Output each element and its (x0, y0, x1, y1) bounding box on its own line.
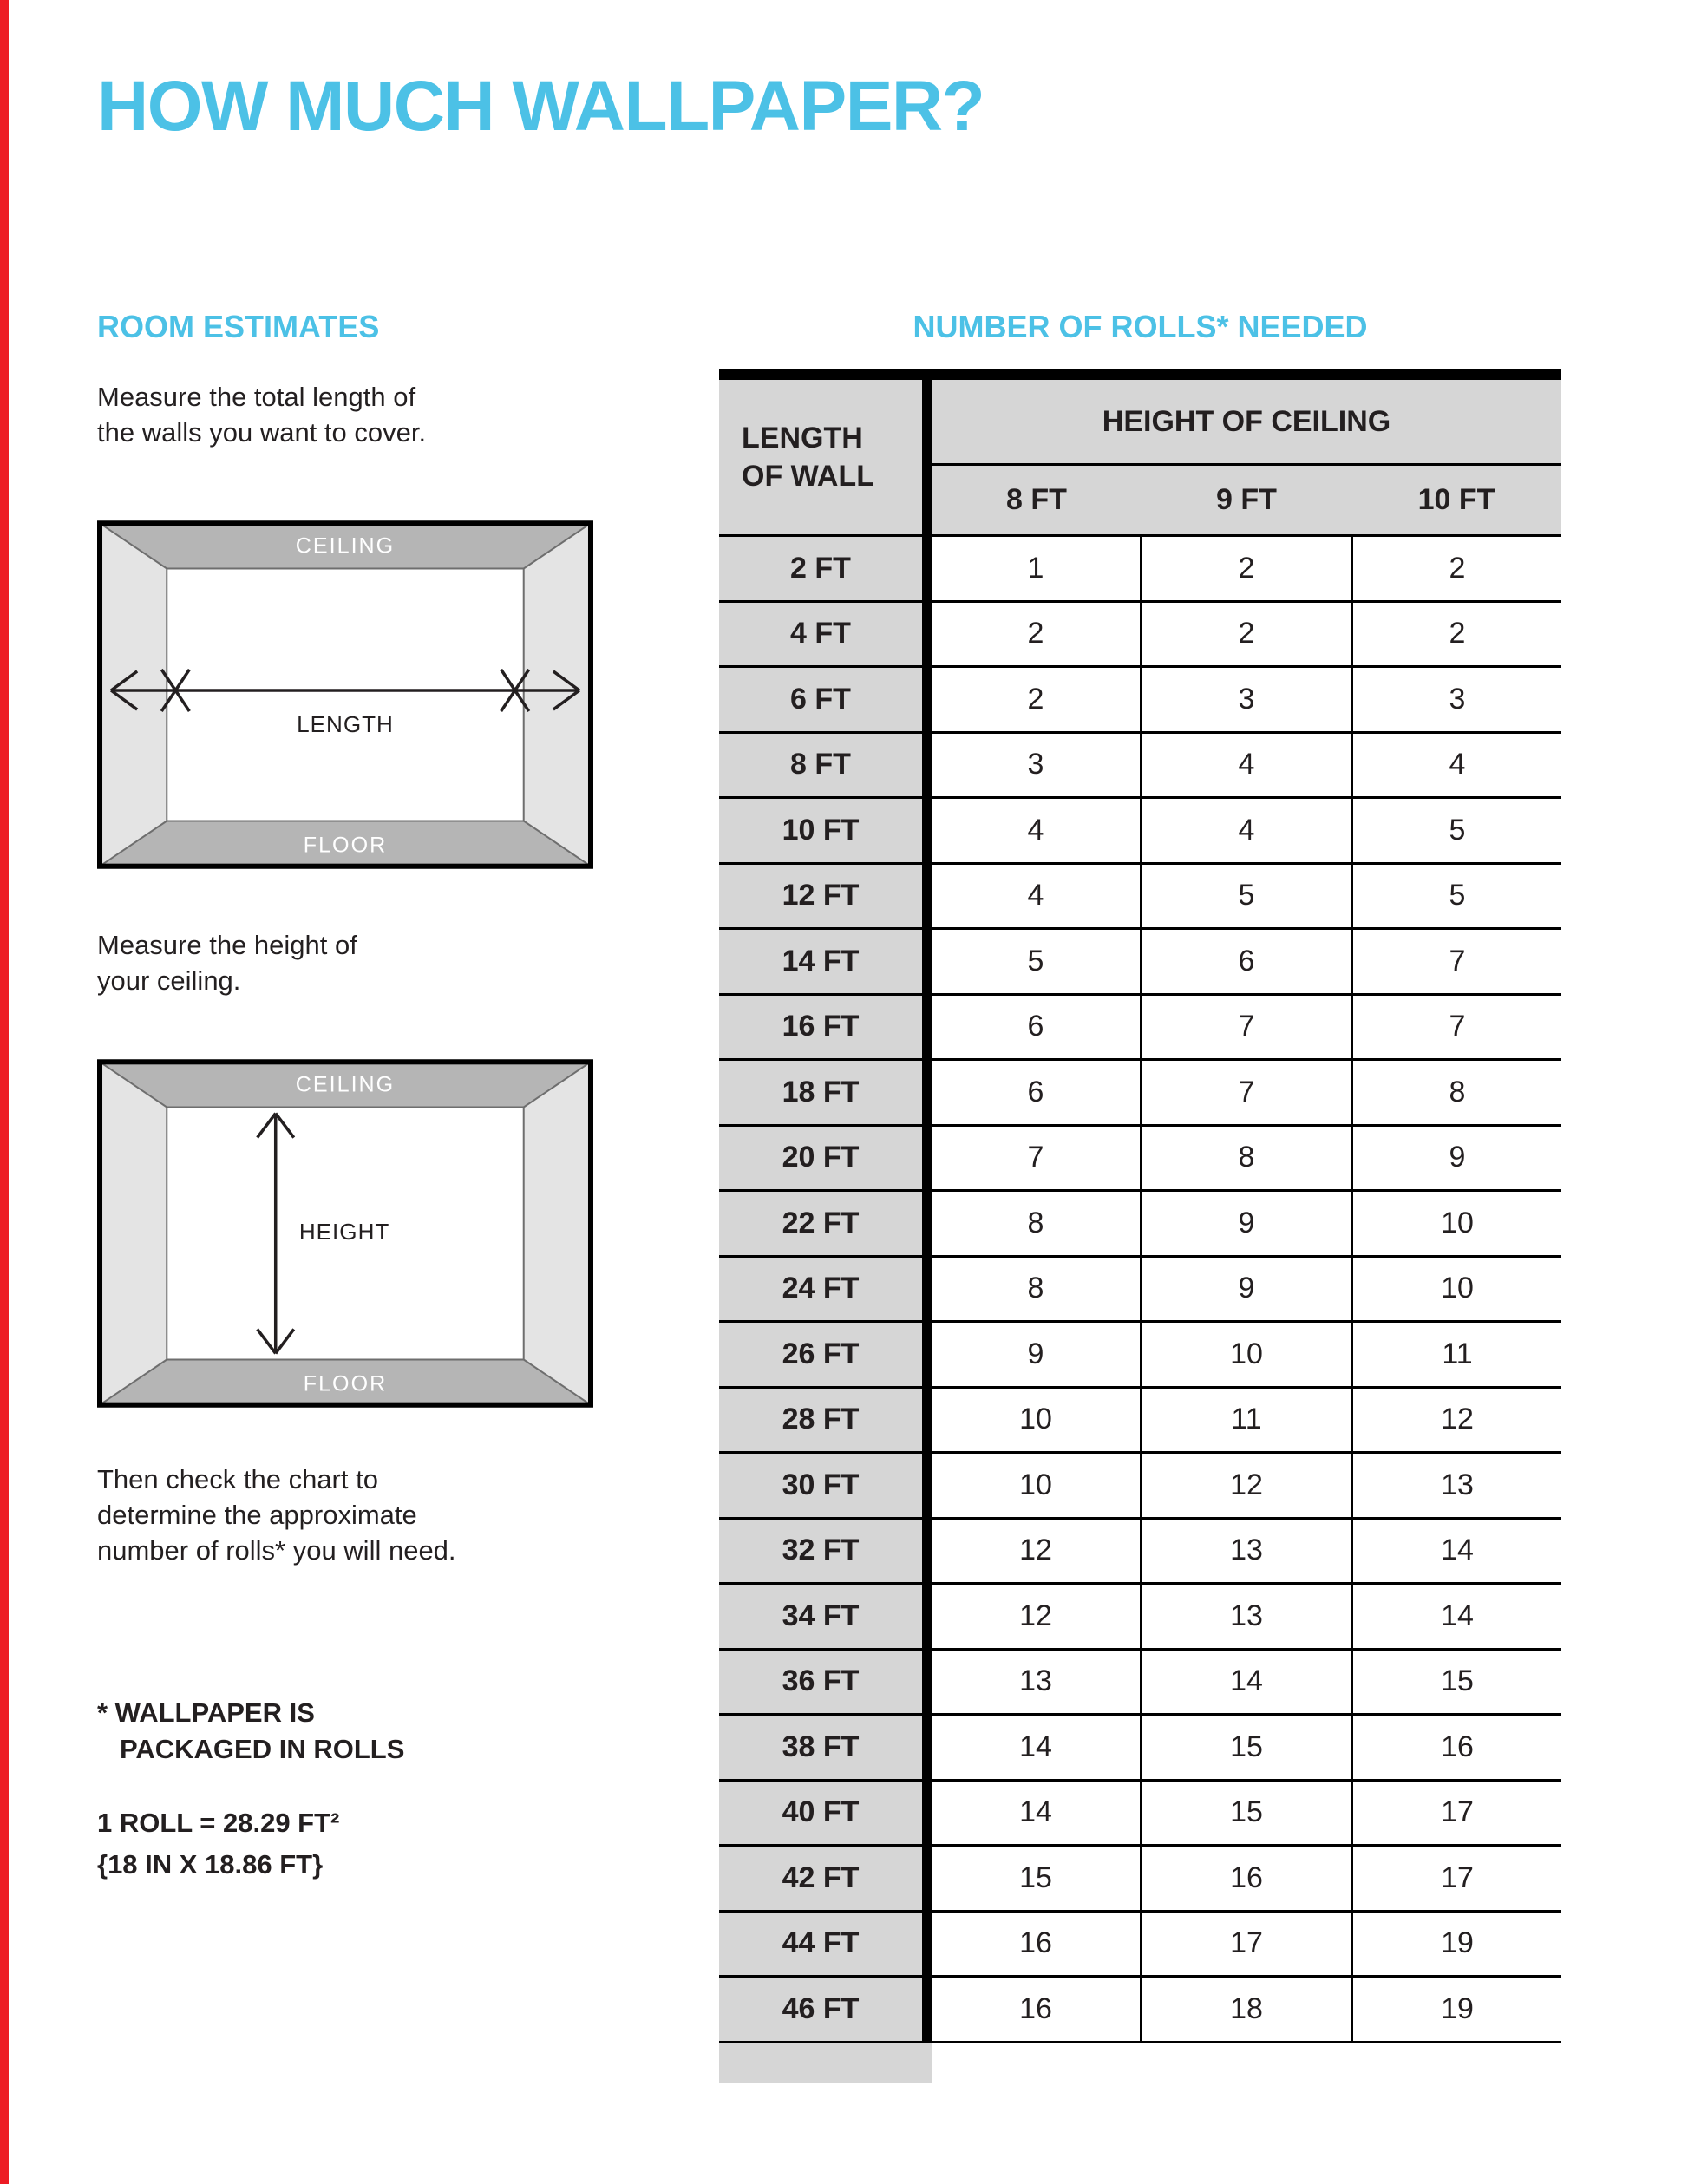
right-wall-face (524, 1059, 593, 1407)
row-length-label: 16 FT (719, 996, 932, 1059)
table-row (719, 796, 1561, 862)
row-roll-value: 2 (1351, 537, 1561, 600)
row-roll-value: 16 (1019, 1991, 1052, 2025)
row-roll-value: 4 (1027, 813, 1044, 847)
row-length-label: 6 FT (719, 668, 932, 731)
row-roll-value: 9 (1027, 1337, 1044, 1370)
height-of-ceiling-header: HEIGHT OF CEILING (932, 380, 1561, 466)
row-roll-value: 5 (1140, 865, 1351, 928)
row-roll-value: 12 (1019, 1599, 1052, 1632)
row-roll-value: 17 (1140, 1913, 1351, 1976)
table-row (719, 1386, 1561, 1452)
table-header (719, 380, 1561, 534)
rolls-footnote (97, 1695, 404, 1768)
length-label: LENGTH (297, 711, 394, 738)
row-length-label: 40 FT (719, 1782, 932, 1845)
row-roll-value: 17 (1351, 1782, 1561, 1845)
row-length-label: 2 FT (719, 537, 932, 600)
row-roll-value: 7 (1027, 1141, 1044, 1174)
table-row (719, 1648, 1561, 1714)
row-roll-value: 2 (1140, 603, 1351, 666)
row-roll-value: 12 (1019, 1533, 1052, 1567)
table-row (719, 1844, 1561, 1910)
table-row (719, 1451, 1561, 1517)
row-roll-value: 16 (1351, 1716, 1561, 1779)
number-of-rolls-heading: NUMBER OF ROLLS* NEEDED (913, 309, 1368, 344)
table-row (719, 1910, 1561, 1976)
length-diagram (97, 520, 593, 869)
column-header-8ft: 8 FT (1006, 483, 1067, 516)
row-length-label: 28 FT (719, 1389, 932, 1452)
footnote-line2: PACKAGED IN ROLLS (120, 1733, 405, 1764)
row-roll-value: 10 (1140, 1323, 1351, 1386)
table-row (719, 927, 1561, 993)
row-length-label: 14 FT (719, 930, 932, 993)
ceiling-header-block (932, 380, 1561, 534)
table-row (719, 1124, 1561, 1190)
row-roll-value: 4 (1351, 734, 1561, 797)
table-row (719, 1058, 1561, 1124)
row-roll-value: 1 (1027, 551, 1044, 585)
table-row (719, 1582, 1561, 1648)
row-roll-value: 14 (1019, 1795, 1052, 1829)
column-header-9ft: 9 FT (1216, 483, 1277, 516)
step2-line2: your ceiling. (97, 964, 241, 996)
table-row (719, 534, 1561, 600)
row-length-label: 4 FT (719, 603, 932, 666)
step3-instructions (97, 1462, 456, 1569)
table-row (719, 862, 1561, 928)
row-roll-value: 10 (1351, 1258, 1561, 1321)
table-row (719, 731, 1561, 797)
rolls-needed-table (719, 369, 1561, 2083)
row-roll-value: 15 (1019, 1860, 1052, 1894)
row-roll-value: 8 (1027, 1206, 1044, 1239)
table-row (719, 1975, 1561, 2041)
row-roll-value: 8 (1027, 1272, 1044, 1305)
row-roll-value: 2 (1027, 682, 1044, 716)
row-roll-value: 10 (1351, 1192, 1561, 1255)
length-header-line2: OF WALL (742, 460, 874, 493)
step2-instructions (97, 928, 357, 999)
column-header-10ft: 10 FT (1417, 483, 1495, 516)
length-of-wall-header (719, 380, 932, 534)
row-roll-value: 14 (1351, 1585, 1561, 1648)
height-diagram (97, 1059, 593, 1408)
table-row (719, 993, 1561, 1059)
step1-instructions (97, 380, 426, 451)
length-header-line1: LENGTH (742, 421, 863, 454)
row-roll-value: 6 (1027, 1010, 1044, 1043)
roll-size-note (97, 1802, 339, 1886)
row-roll-value: 15 (1140, 1716, 1351, 1779)
row-roll-value: 13 (1140, 1520, 1351, 1583)
row-roll-value: 9 (1351, 1127, 1561, 1190)
row-length-label: 18 FT (719, 1061, 932, 1124)
page-title: HOW MUCH WALLPAPER? (97, 67, 985, 146)
row-roll-value: 6 (1027, 1075, 1044, 1108)
row-roll-value: 5 (1351, 799, 1561, 862)
table-row (719, 1189, 1561, 1255)
back-wall-face (167, 568, 523, 821)
row-roll-value: 3 (1027, 748, 1044, 781)
row-length-label: 10 FT (719, 799, 932, 862)
row-roll-value: 4 (1140, 799, 1351, 862)
row-roll-value: 8 (1140, 1127, 1351, 1190)
page-edge-stripe (0, 0, 9, 2184)
left-wall-face (97, 1059, 167, 1407)
row-roll-value: 17 (1351, 1847, 1561, 1910)
row-length-label: 30 FT (719, 1454, 932, 1517)
left-wall-face (97, 520, 167, 868)
table-row (719, 665, 1561, 731)
row-length-label: 44 FT (719, 1913, 932, 1976)
row-roll-value: 3 (1351, 668, 1561, 731)
row-roll-value: 6 (1140, 930, 1351, 993)
table-row (719, 1779, 1561, 1845)
roll-size-line1: 1 ROLL = 28.29 FT² (97, 1808, 340, 1838)
row-roll-value: 4 (1027, 879, 1044, 912)
row-roll-value: 10 (1019, 1403, 1052, 1436)
row-roll-value: 16 (1019, 1926, 1052, 1960)
row-roll-value: 15 (1140, 1782, 1351, 1845)
footnote-line1: * WALLPAPER IS (97, 1697, 315, 1728)
roll-size-line2: {18 IN X 18.86 FT} (97, 1849, 324, 1880)
table-row (719, 1320, 1561, 1386)
row-roll-value: 14 (1140, 1651, 1351, 1714)
row-roll-value: 16 (1140, 1847, 1351, 1910)
row-roll-value: 14 (1019, 1730, 1052, 1763)
table-row (719, 1255, 1561, 1321)
room-estimates-heading: ROOM ESTIMATES (97, 309, 380, 344)
step3-line3: number of rolls* you will need. (97, 1534, 456, 1566)
row-length-label: 32 FT (719, 1520, 932, 1583)
right-wall-face (524, 520, 593, 868)
row-roll-value: 13 (1019, 1664, 1052, 1698)
row-roll-value: 7 (1140, 996, 1351, 1059)
row-length-label: 20 FT (719, 1127, 932, 1190)
row-roll-value: 2 (1140, 537, 1351, 600)
row-length-label: 42 FT (719, 1847, 932, 1910)
row-length-label: 24 FT (719, 1258, 932, 1321)
row-length-label: 12 FT (719, 865, 932, 928)
row-roll-value: 3 (1140, 668, 1351, 731)
row-roll-value: 15 (1351, 1651, 1561, 1714)
floor-label: FLOOR (303, 833, 388, 858)
row-roll-value: 9 (1140, 1192, 1351, 1255)
table-row (719, 1517, 1561, 1583)
row-roll-value: 2 (1351, 603, 1561, 666)
table-gray-tail (719, 2043, 932, 2083)
row-roll-value: 11 (1140, 1389, 1351, 1452)
row-roll-value: 19 (1351, 1913, 1561, 1976)
row-roll-value: 2 (1027, 617, 1044, 651)
step3-line2: determine the approximate (97, 1499, 417, 1530)
row-roll-value: 12 (1351, 1389, 1561, 1452)
floor-label: FLOOR (303, 1371, 388, 1396)
step3-line1: Then check the chart to (97, 1464, 378, 1494)
ceiling-column-headers (932, 466, 1561, 534)
row-roll-value: 18 (1140, 1978, 1351, 2041)
row-roll-value: 12 (1140, 1454, 1351, 1517)
row-roll-value: 4 (1140, 734, 1351, 797)
row-length-label: 8 FT (719, 734, 932, 797)
height-label: HEIGHT (298, 1219, 390, 1246)
table-row (719, 600, 1561, 666)
row-roll-value: 5 (1027, 944, 1044, 978)
ceiling-label: CEILING (295, 533, 396, 559)
row-roll-value: 14 (1351, 1520, 1561, 1583)
row-roll-value: 11 (1351, 1323, 1561, 1386)
row-roll-value: 7 (1140, 1061, 1351, 1124)
row-roll-value: 13 (1140, 1585, 1351, 1648)
row-length-label: 22 FT (719, 1192, 932, 1255)
row-roll-value: 7 (1351, 996, 1561, 1059)
row-roll-value: 10 (1019, 1468, 1052, 1501)
row-roll-value: 5 (1351, 865, 1561, 928)
row-roll-value: 19 (1351, 1978, 1561, 2041)
row-length-label: 38 FT (719, 1716, 932, 1779)
ceiling-label: CEILING (295, 1072, 396, 1097)
row-length-label: 36 FT (719, 1651, 932, 1714)
row-roll-value: 8 (1351, 1061, 1561, 1124)
step2-line1: Measure the height of (97, 930, 357, 960)
rolls-table-body (719, 534, 1561, 2043)
row-roll-value: 9 (1140, 1258, 1351, 1321)
row-length-label: 46 FT (719, 1978, 932, 2041)
step1-line2: the walls you want to cover. (97, 416, 427, 448)
row-length-label: 34 FT (719, 1585, 932, 1648)
table-row (719, 1713, 1561, 1779)
row-roll-value: 7 (1351, 930, 1561, 993)
row-length-label: 26 FT (719, 1323, 932, 1386)
step1-line1: Measure the total length of (97, 382, 416, 412)
row-roll-value: 13 (1351, 1454, 1561, 1517)
